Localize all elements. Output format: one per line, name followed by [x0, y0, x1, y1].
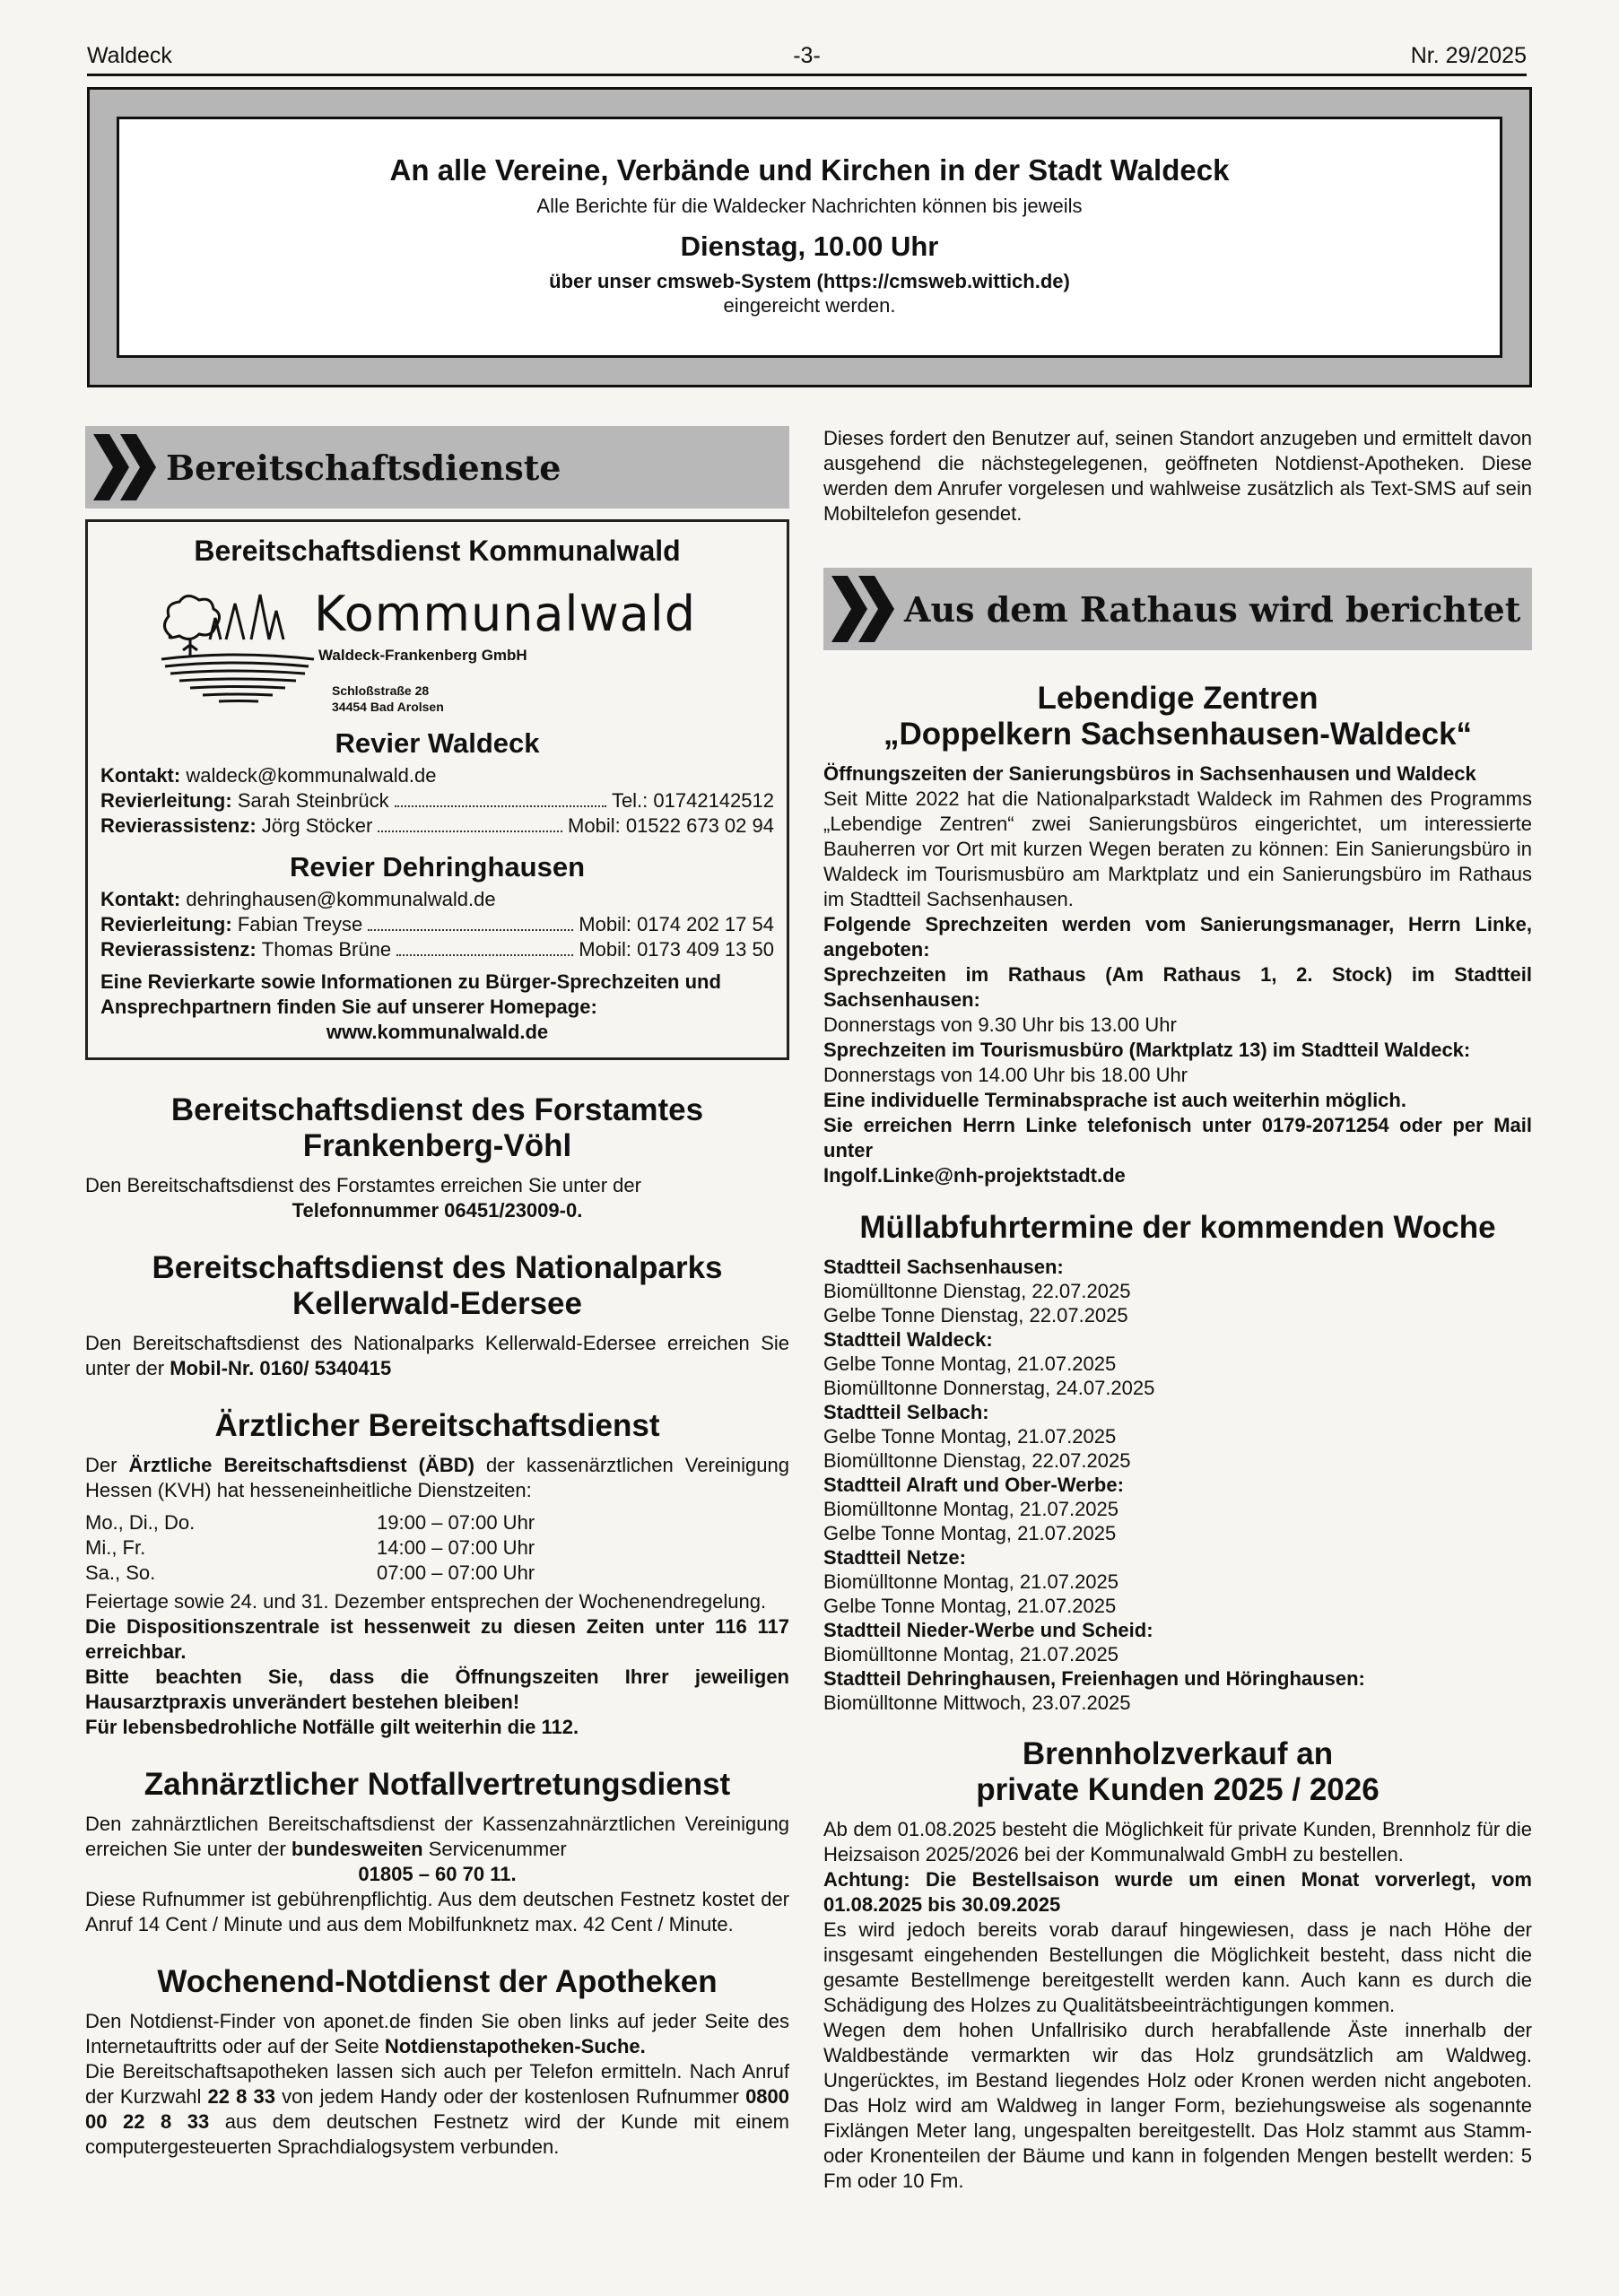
muell-title: Müllabfuhrtermine der kommenden Woche — [859, 1210, 1496, 1245]
zahn-text — [85, 1812, 789, 1862]
zentren-sub: Öffnungszeiten der Sanierungsbüros in Sachsenhausen und Waldeck — [823, 762, 1476, 785]
zahn-tel: 01805 – 60 70 11. — [358, 1863, 517, 1885]
notice-deadline: Dienstag, 10.00 Uhr — [680, 230, 939, 262]
text: Servicenummer — [422, 1838, 567, 1860]
title-line: Bereitschaftsdienst des Nationalparks — [152, 1250, 723, 1285]
muell-date: Biomülltonne Montag, 21.07.2025 — [823, 1498, 1119, 1520]
title-line: Bereitschaftsdienst des Forstamtes — [170, 1092, 704, 1127]
muell-district: Stadtteil Dehringhausen, Freienhagen und Höringhausen: — [823, 1667, 1365, 1690]
text-bold: Notdienstapotheken-Suche. — [384, 2035, 646, 2057]
logo-name: Kommunalwald — [314, 586, 697, 642]
person-name: Sarah Steinbrück — [237, 789, 389, 812]
issue-number: Nr. 29/2025 — [1410, 43, 1527, 68]
arzt-intro — [85, 1453, 789, 1503]
muell-district: Stadtteil Alraft und Ober-Werbe: — [823, 1474, 1124, 1496]
nationalpark-text — [85, 1331, 789, 1381]
time: 14:00 – 07:00 Uhr — [377, 1536, 535, 1559]
kommunalwald-logo — [100, 573, 774, 714]
title-line: Kellerwald-Edersee — [292, 1286, 582, 1321]
text: von jedem Handy oder der kostenlosen Rufnummer — [274, 2085, 746, 2108]
kommunalwald-box — [85, 519, 789, 1060]
text: der kassenärztlichen Vereinigung Hessen (KVH) hat hesseneinheitliche Dienstzeiten: — [85, 1454, 789, 1501]
phone: Mobil: 0174 202 17 54 — [579, 913, 774, 935]
text-bold: 0800 00 22 8 33 — [85, 2085, 790, 2133]
revier-dehringhausen-leitung — [100, 912, 774, 937]
zentren-t1: Donnerstags von 9.30 Uhr bis 13.00 Uhr — [823, 1013, 1177, 1036]
kommunalwald-title: Bereitschaftsdienst Kommunalwald — [194, 535, 681, 567]
forest-logo-icon — [144, 573, 323, 708]
arzt-b2: Bitte beachten Sie, dass die Öffnungszeiten Ihrer jeweiligen Hausarztpraxis unverändert bestehen bleiben! — [85, 1665, 789, 1713]
revier-waldeck-kontakt — [100, 763, 774, 788]
notice-line2: über unser cmsweb-System (https://cmsweb.wittich.de) — [549, 270, 1070, 292]
kontakt-email: waldeck@kommunalwald.de — [186, 764, 437, 787]
banner-title: Bereitschaftsdienste — [166, 447, 561, 488]
person-name: Fabian Treyse — [237, 913, 363, 935]
header-rule — [87, 74, 1527, 76]
text: Die Bereitschaftsapotheken lassen sich auch per Telefon ermitteln. Nach Anruf der Kurzwahl — [85, 2060, 789, 2108]
muell-date: Gelbe Tonne Montag, 21.07.2025 — [823, 1425, 1117, 1448]
phone: Tel.: 01742142512 — [611, 789, 774, 812]
muell-date: Biomülltonne Dienstag, 22.07.2025 — [823, 1449, 1131, 1472]
muell-district: Stadtteil Netze: — [823, 1546, 966, 1569]
banner-title: Aus dem Rathaus wird berichtet — [904, 588, 1521, 630]
forst-title — [85, 1092, 789, 1164]
text: Den zahnärztlichen Bereitschaftsdienst der Kassenzahnärztlichen Vereinigung erreichen Sie unter der — [85, 1813, 789, 1860]
title-line: „Doppelkern Sachsenhausen-Waldeck“ — [883, 717, 1473, 752]
header-left: Waldeck — [87, 43, 172, 68]
zahn-text2: Diese Rufnummer ist gebührenpflichtig. Aus dem deutschen Festnetz kostet der Anruf 14 Cent / Minute und aus dem Mobilfunknetz max. 42 Cent / Minute. — [85, 1888, 789, 1935]
text-bold: Ärztliche Bereitschaftsdienst (ÄBD) — [128, 1454, 474, 1476]
text: aus dem deutschen Festnetz wird der Kunde mit einem computergesteuerten Sprachdialogsystem verbunden. — [85, 2110, 790, 2158]
zahn-title: Zahnärztlicher Notfallvertretungsdienst — [144, 1767, 731, 1802]
section-banner-bereitschaft — [85, 426, 789, 509]
homepage-link[interactable]: www.kommunalwald.de — [326, 1021, 549, 1043]
dot-leader — [368, 912, 573, 931]
text-bold: bundesweiten — [291, 1838, 423, 1860]
muell-date: Gelbe Tonne Montag, 21.07.2025 — [823, 1522, 1117, 1544]
chevron-icon — [823, 569, 904, 649]
label: Revierleitung: — [100, 789, 232, 812]
label: Revierassistenz: — [100, 938, 257, 961]
forst-tel: Telefonnummer 06451/23009-0. — [292, 1199, 583, 1222]
chevron-icon — [85, 427, 166, 508]
dot-leader — [396, 937, 573, 956]
notice-box — [87, 87, 1532, 387]
arzt-b1: Die Dispositionszentrale ist hessenweit zu diesen Zeiten unter 116 117 erreichbar. — [85, 1615, 789, 1663]
page-header — [87, 43, 1527, 72]
zentren-b3: Sprechzeiten im Tourismusbüro (Marktplatz 13) im Stadtteil Waldeck: — [823, 1039, 1471, 1061]
days: Sa., So. — [85, 1561, 156, 1584]
brennholz-b1: Achtung: Die Bestellsaison wurde um einen Monat vorverlegt, vom 01.08.2025 bis 30.09.2025 — [823, 1868, 1532, 1916]
text: Den Notdienst-Finder von aponet.de finden Sie oben links auf jeder Seite des Internetauftritts oder auf der Seite — [85, 2010, 789, 2057]
revier-dehringhausen-assistenz — [100, 937, 774, 962]
text: Den Bereitschaftsdienst des Nationalparks Kellerwald-Edersee erreichen Sie unter der — [85, 1332, 789, 1379]
title-line: Lebendige Zentren — [1037, 681, 1319, 716]
muell-date: Biomülltonne Montag, 21.07.2025 — [823, 1643, 1119, 1665]
brennholz-title — [823, 1736, 1532, 1808]
notice-line3: eingereicht werden. — [723, 294, 896, 317]
muell-district: Stadtteil Waldeck: — [823, 1328, 993, 1351]
revier-dehringhausen-title: Revier Dehringhausen — [289, 851, 586, 883]
arzt-times — [85, 1510, 789, 1586]
logo-city: 34454 Bad Arolsen — [332, 700, 444, 714]
days: Mi., Fr. — [85, 1536, 146, 1559]
apotheken-intro-cont: Dieses fordert den Benutzer auf, seinen Standort anzugeben und ermittelt davon ausgehend die nächstegelegenen, geöffneten Notdienst-Apotheken. Diese werden dem Anrufer vorgelesen und wahlweise zusätzlich als Text-SMS auf sein Mobiltelefon gesendet. — [823, 427, 1532, 525]
arzt-feiertage: Feiertage sowie 24. und 31. Dezember entsprechen der Wochenendregelung. — [85, 1590, 767, 1613]
label: Revierleitung: — [100, 913, 232, 935]
section-banner-rathaus — [823, 568, 1532, 650]
time: 07:00 – 07:00 Uhr — [377, 1561, 535, 1584]
zentren-p1: Seit Mitte 2022 hat die Nationalparkstadt Waldeck im Rahmen des Programms „Lebendige Zentren“ zwei Sanierungsbüros eingerichtet, um interessierte Bauherren vor Ort mit kurzen Wegen beraten zu können: Ein Sanierungsbüro in Waldeck im Tourismusbüro am Marktplatz und ein Sanierungsbüro im Rathaus im Stadtteil Sachsenhausen. — [823, 787, 1532, 910]
muell-date: Gelbe Tonne Montag, 21.07.2025 — [823, 1352, 1117, 1375]
zentren-b2: Sprechzeiten im Rathaus (Am Rathaus 1, 2. Stock) im Stadtteil Sachsenhausen: — [823, 963, 1532, 1011]
arzt-b3: Für lebensbedrohliche Notfälle gilt weiterhin die 112. — [85, 1716, 579, 1738]
label: Kontakt: — [100, 888, 181, 910]
muell-date: Gelbe Tonne Montag, 21.07.2025 — [823, 1595, 1117, 1617]
muell-date: Biomülltonne Mittwoch, 23.07.2025 — [823, 1692, 1131, 1714]
label: Kontakt: — [100, 764, 181, 787]
muell-district: Stadtteil Nieder-Werbe und Scheid: — [823, 1619, 1153, 1641]
muell-date: Biomülltonne Donnerstag, 24.07.2025 — [823, 1377, 1155, 1399]
logo-address — [332, 683, 444, 715]
right-column — [823, 426, 1532, 2194]
notice-line1: Alle Berichte für die Waldecker Nachrichten können bis jeweils — [536, 195, 1083, 217]
revier-dehringhausen-kontakt — [100, 887, 774, 912]
revier-waldeck-assistenz — [100, 813, 774, 839]
dot-leader — [378, 813, 562, 832]
person-name: Thomas Brüne — [261, 938, 392, 961]
person-name: Jörg Stöcker — [261, 814, 373, 837]
days: Mo., Di., Do. — [85, 1511, 196, 1534]
brennholz-p2: Es wird jedoch bereits vorab darauf hingewiesen, dass je nach Höhe der insgesamt eingehenden Bestellungen die Möglichkeit besteht, dass nicht die gesamte Bestellmenge bereitgestellt werden kann. Auch kann es durch die Schädigung des Holzes zu Qualitätsbeeinträchtigungen kommen. — [823, 1918, 1532, 2016]
muell-date: Biomülltonne Dienstag, 22.07.2025 — [823, 1280, 1131, 1302]
phone: Mobil: 01522 673 02 94 — [568, 814, 774, 837]
text: Der — [85, 1454, 129, 1476]
revier-waldeck-title: Revier Waldeck — [335, 727, 540, 759]
kommunalwald-note — [100, 970, 774, 1045]
phone: Mobil: 0173 409 13 50 — [579, 938, 774, 961]
apotheken-text2 — [85, 2059, 789, 2160]
kontakt-email: dehringhausen@kommunalwald.de — [186, 888, 496, 910]
note-line: Eine Revierkarte sowie Informationen zu Bürger-Sprechzeiten und — [100, 970, 721, 993]
zentren-b1: Folgende Sprechzeiten werden vom Sanierungsmanager, Herrn Linke, angeboten: — [823, 913, 1532, 961]
zentren-title — [823, 681, 1532, 752]
title-line: private Kunden 2025 / 2026 — [976, 1772, 1380, 1807]
title-line: Brennholzverkauf an — [1022, 1736, 1334, 1771]
apotheken-title: Wochenend-Notdienst der Apotheken — [157, 1964, 718, 1999]
muell-district: Stadtteil Selbach: — [823, 1401, 989, 1423]
muell-list — [823, 1255, 1532, 1715]
brennholz-p1: Ab dem 01.08.2025 besteht die Möglichkeit für private Kunden, Brennholz für die Heizsaison 2025/2026 bei der Kommunalwald GmbH zu bestellen. — [823, 1818, 1532, 1866]
phone: Mobil-Nr. 0160/ 5340415 — [170, 1357, 392, 1379]
zentren-email[interactable]: Ingolf.Linke@nh-projektstadt.de — [823, 1164, 1126, 1187]
text-bold: 22 8 33 — [207, 2085, 275, 2108]
dot-leader — [395, 788, 606, 807]
forst-text: Den Bereitschaftsdienst des Forstamtes erreichen Sie unter der — [85, 1174, 641, 1196]
page-number: -3- — [793, 43, 821, 68]
zentren-t2: Donnerstags von 14.00 Uhr bis 18.00 Uhr — [823, 1064, 1188, 1086]
muell-date: Biomülltonne Montag, 21.07.2025 — [823, 1570, 1119, 1593]
zentren-b5: Sie erreichen Herrn Linke telefonisch unter 0179-2071254 oder per Mail unter — [823, 1114, 1532, 1161]
left-column — [85, 426, 789, 2160]
logo-sub: Waldeck-Frankenberg GmbH — [318, 647, 527, 664]
title-line: Frankenberg-Vöhl — [302, 1128, 572, 1163]
muell-date: Gelbe Tonne Dienstag, 22.07.2025 — [823, 1304, 1128, 1326]
label: Revierassistenz: — [100, 814, 257, 837]
notice-title: An alle Vereine, Verbände und Kirchen in der Stadt Waldeck — [389, 153, 1230, 187]
arzt-title: Ärztlicher Bereitschaftsdienst — [214, 1408, 660, 1443]
zentren-b4: Eine individuelle Terminabsprache ist auch weiterhin möglich. — [823, 1089, 1406, 1111]
apotheken-text — [85, 2009, 789, 2059]
nationalpark-title — [85, 1250, 789, 1322]
revier-waldeck-leitung — [100, 788, 774, 813]
logo-street: Schloßstraße 28 — [332, 683, 430, 698]
note-line: Ansprechpartnern finden Sie auf unserer Homepage: — [100, 996, 597, 1018]
brennholz-p3: Wegen dem hohen Unfallrisiko durch herabfallende Äste innerhalb der Waldbestände vermarkten wir das Holz grundsätzlich am Waldweg. Ungerücktes, im Bestand liegendes Holz oder Kronen werden nicht angeboten. Das Holz wird am Waldweg in langer Form, beziehungsweise als sogenannte Fixlängen Meter lang, ungespalten bereitgestellt. Das Holz stammt aus Stamm- oder Kronenteilen der Bäume und kann in folgenden Mengen bestellt werden: 5 Fm oder 10 Fm. — [823, 2019, 1532, 2192]
notice-inner — [117, 117, 1502, 358]
time: 19:00 – 07:00 Uhr — [377, 1511, 535, 1534]
muell-district: Stadtteil Sachsenhausen: — [823, 1256, 1064, 1278]
